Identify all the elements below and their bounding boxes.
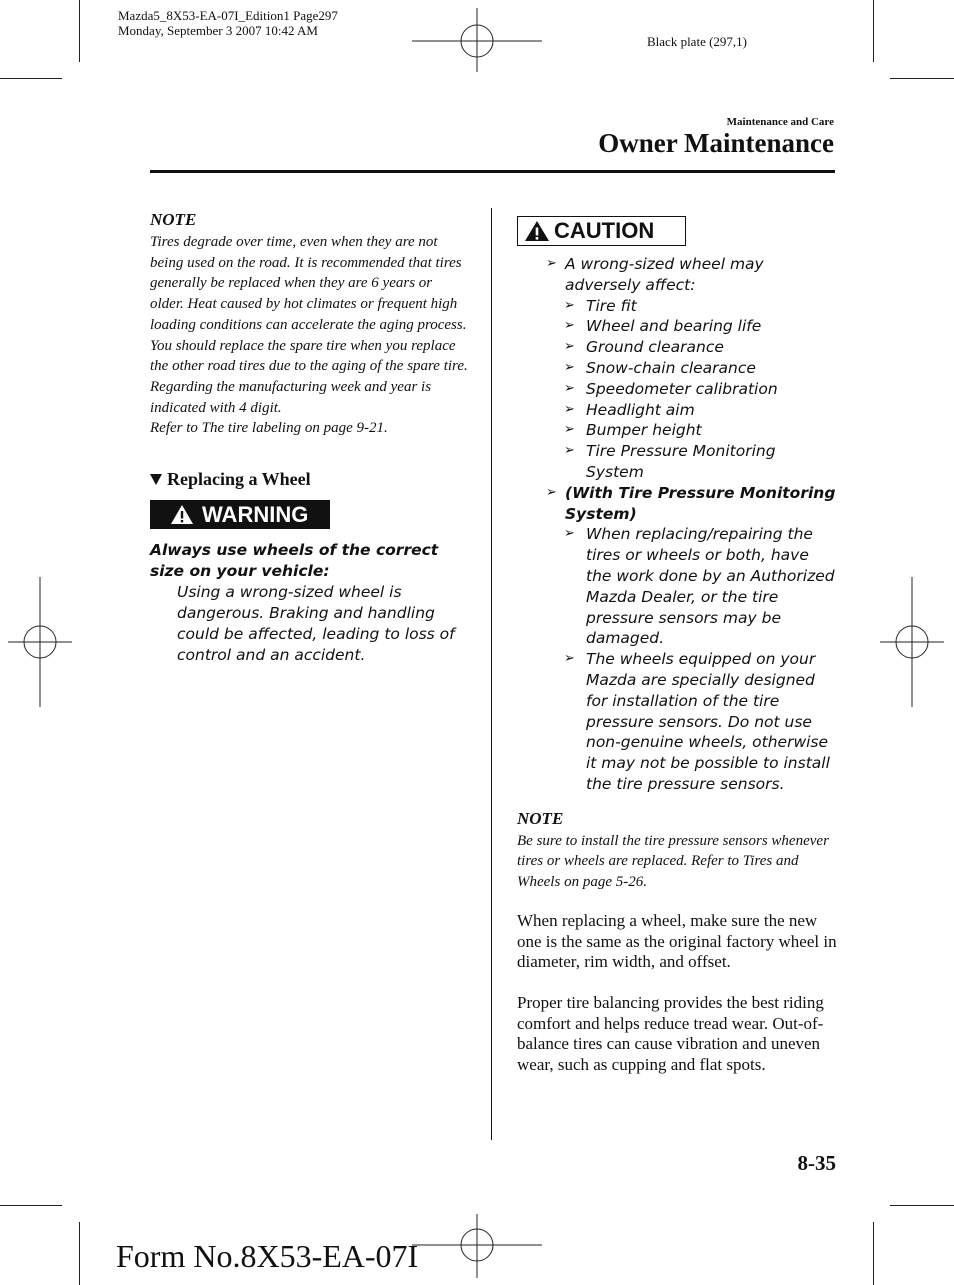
caution-sublist [565,296,837,483]
caution-triangle-icon [524,220,550,242]
section-label: Maintenance and Care [726,116,834,128]
list-item-text: Tire fit [586,296,637,315]
page-title: Owner Maintenance [598,128,834,158]
list-item-text: Tire Pressure Monitoring System [586,442,776,481]
list-item [517,441,837,483]
registration-mark-bottom [412,1214,542,1278]
list-item [517,420,837,441]
right-note [517,809,837,893]
arrow-bullet-icon: ➢ [564,339,575,355]
list-item-text: Headlight aim [586,400,695,419]
list-item-text: Snow-chain clearance [586,358,756,377]
arrow-bullet-icon: ➢ [564,297,575,313]
note-text: Tires degrade over time, even when they are not being used on the road. It is recommended that tires generally be replaced when they are 6 years or older. Heat caused by hot climates or frequent high loading conditions can accelerate the aging process. You should replace the spare tire when you replace the other road tires due to the aging of the spare tire. Regarding the manufacturing week and year is indicated with 4 digit. [150,234,468,416]
warning-body-text: Using a wrong-sized wheel is dangerous. Braking and handling could be affected, leading to loss of control and an accident. [177,583,455,665]
arrow-bullet-icon: ➢ [564,443,575,459]
arrow-bullet-icon: ➢ [564,651,575,667]
arrow-bullet-icon: ➢ [564,526,575,542]
arrow-bullet-icon: ➢ [564,422,575,438]
list-item [517,649,837,795]
caution-label: CAUTION [554,218,655,243]
crop-mark [79,1222,80,1285]
metadata-line-2: Monday, September 3 2007 10:42 AM [118,23,318,38]
caution-item [517,254,837,483]
caution-item-text: (With Tire Pressure Monitoring System) [565,483,836,523]
arrow-bullet-icon: ➢ [546,256,557,271]
note-heading: NOTE [150,210,197,229]
list-item-text: Bumper height [586,421,702,440]
crop-mark [79,0,80,62]
caution-list [517,254,837,795]
body-paragraph: Proper tire balancing provides the best riding comfort and helps reduce tread wear. Out-of-balance tires can cause vibration and uneven wear, such as cupping and flat spots. [517,992,824,1075]
warning-triangle-icon [170,504,194,525]
crop-mark [890,1205,954,1206]
triangle-bullet-icon [150,474,162,485]
crop-mark [873,0,874,62]
list-item-text: The wheels equipped on your Mazda are specially designed for installation of the tire pressure sensors. Do not use non-genuine wheels, otherwise it may not be possible to install the tire pressure sensors. [586,650,830,793]
list-item [517,358,837,379]
warning-label: WARNING [202,501,309,527]
registration-mark-top [412,8,542,72]
column-divider [491,208,492,1140]
caution-item-text: A wrong-sized wheel may adversely affect: [565,255,764,294]
arrow-bullet-icon: ➢ [546,484,557,500]
title-rule [150,170,835,173]
warning-bold-text: Always use wheels of the correct size on your vehicle: [150,541,439,581]
list-item [517,379,837,400]
body-paragraph: When replacing a wheel, make sure the new one is the same as the original factory wheel in diameter, rim width, and offset. [517,910,837,972]
form-number: Form No.8X53-EA-07I [116,1238,419,1274]
registration-mark-left [8,577,72,707]
crop-mark [890,78,954,79]
list-item-text: When replacing/repairing the tires or wheels or both, have the work done by an Authorized Mazda Dealer, or the tire pressure sensors may be damaged. [586,525,835,648]
note-text: Be sure to install the tire pressure sensors whenever tires or wheels are replaced. Refer to Tires and Wheels on page 5-26. [517,832,829,891]
print-metadata [118,8,338,38]
warning-badge [150,500,330,529]
list-item [517,337,837,358]
crop-mark [0,78,62,79]
arrow-bullet-icon: ➢ [564,318,575,334]
arrow-bullet-icon: ➢ [564,401,575,417]
arrow-bullet-icon: ➢ [564,359,575,375]
caution-badge [517,216,686,246]
left-column [150,210,468,666]
list-item-text: Speedometer calibration [586,379,778,398]
caution-sublist [565,524,837,794]
list-item [517,316,837,337]
list-item [517,400,837,421]
crop-mark [0,1205,62,1206]
list-item-text: Ground clearance [586,338,724,357]
plate-label: Black plate (297,1) [647,34,747,49]
subheading-text: Replacing a Wheel [167,469,311,490]
list-item-text: Wheel and bearing life [586,317,762,336]
caution-item [517,483,837,795]
arrow-bullet-icon: ➢ [564,380,575,396]
crop-mark [873,1222,874,1285]
right-column [517,216,837,1076]
note-reference: Refer to The tire labeling on page 9-21. [150,420,388,437]
page-number: 8-35 [797,1151,836,1175]
subheading [150,469,468,490]
note-heading: NOTE [517,808,564,828]
registration-mark-right [880,577,944,707]
metadata-line-1: Mazda5_8X53-EA-07I_Edition1 Page297 [118,8,338,23]
list-item [517,524,837,649]
list-item [517,296,837,317]
